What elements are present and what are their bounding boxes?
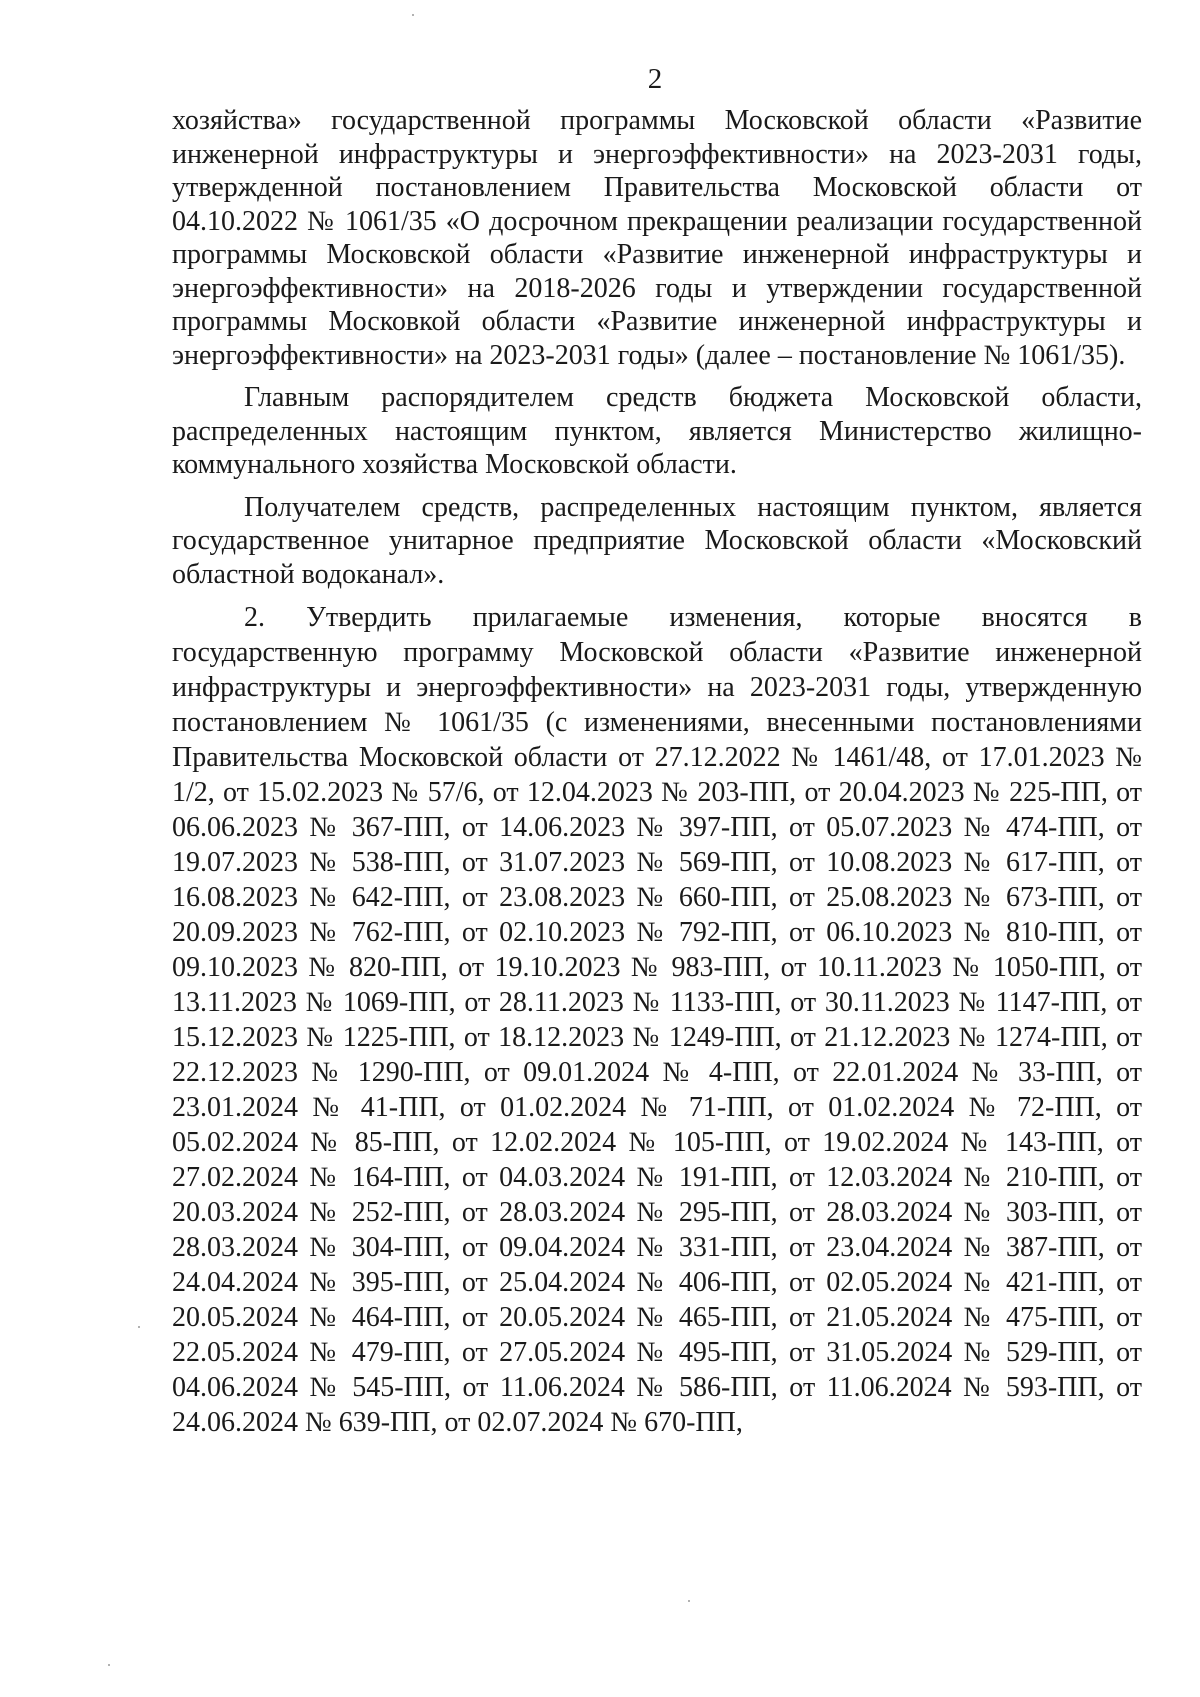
scan-speck [108,1664,110,1666]
scan-speck [412,14,414,16]
scan-speck [138,1326,140,1328]
page-number: 2 [647,63,663,95]
document-body [172,104,1142,1440]
paragraph-continuation: хозяйства» государственной программы Московской области «Развитие инженерной инфраструктуры и энергоэффективности» на 2023-2031 годы, утвержденной постановлением Правительства Московской области от 04.10.2022 № 1061/35 «О досрочном прекращении реализации государственной программы Московской области «Развитие инженерной инфраструктуры и энергоэффективности» на 2018-2026 годы и утверждении государственной программы Московкой области «Развитие инженерной инфраструктуры и энергоэффективности» на 2023-2031 годы» (далее – постановление № 1061/35). [172,105,1142,371]
paragraph-funds-recipient: Получателем средств, распределенных настоящим пунктом, является государственное унитарное предприятие Московской области «Московский областной водоканал». [172,491,1142,590]
paragraph-approve-changes: 2. Утвердить прилагаемые изменения, которые вносятся в государственную программу Московской области «Развитие инженерной инфраструктуры и энергоэффективности» на 2023-2031 годы, утвержденную постановлением № 1061/35 (с изменениями, внесенными постановлениями Правительства Московской области от 27.12.2022 № 1461/48, от 17.01.2023 № 1/2, от 15.02.2023 № 57/6, от 12.04.2023 № 203-ПП, от 20.04.2023 № 225-ПП, от 06.06.2023 № 367-ПП, от 14.06.2023 № 397-ПП, от 05.07.2023 № 474-ПП, от 19.07.2023 № 538-ПП, от 31.07.2023 № 569-ПП, от 10.08.2023 № 617-ПП, от 16.08.2023 № 642-ПП, от 23.08.2023 № 660-ПП, от 25.08.2023 № 673-ПП, от 20.09.2023 № 762-ПП, от 02.10.2023 № 792-ПП, от 06.10.2023 № 810-ПП, от 09.10.2023 № 820-ПП, от 19.10.2023 № 983-ПП, от 10.11.2023 № 1050-ПП, от 13.11.2023 № 1069-ПП, от 28.11.2023 № 1133-ПП, от 30.11.2023 № 1147-ПП, от 15.12.2023 № 1225-ПП, от 18.12.2023 № 1249-ПП, от 21.12.2023 № 1274-ПП, от 22.12.2023 № 1290-ПП, от 09.01.2024 № 4-ПП, от 22.01.2024 № 33-ПП, от 23.01.2024 № 41-ПП, от 01.02.2024 № 71-ПП, от 01.02.2024 № 72-ПП, от 05.02.2024 № 85-ПП, от 12.02.2024 № 105-ПП, от 19.02.2024 № 143-ПП, от 27.02.2024 № 164-ПП, от 04.03.2024 № 191-ПП, от 12.03.2024 № 210-ПП, от 20.03.2024 № 252-ПП, от 28.03.2024 № 295-ПП, от 28.03.2024 № 303-ПП, от 28.03.2024 № 304-ПП, от 09.04.2024 № 331-ПП, от 23.04.2024 № 387-ПП, от 24.04.2024 № 395-ПП, от 25.04.2024 № 406-ПП, от 02.05.2024 № 421-ПП, от 20.05.2024 № 464-ПП, от 20.05.2024 № 465-ПП, от 21.05.2024 № 475-ПП, от 22.05.2024 № 479-ПП, от 27.05.2024 № 495-ПП, от 31.05.2024 № 529-ПП, от 04.06.2024 № 545-ПП, от 11.06.2024 № 586-ПП, от 11.06.2024 № 593-ПП, от 24.06.2024 № 639-ПП, от 02.07.2024 № 670-ПП, [172,602,1142,1438]
scan-speck [688,1600,690,1602]
paragraph-chief-administrator: Главным распорядителем средств бюджета Московской области, распределенных настоящим пунктом, является Министерство жилищно-коммунального хозяйства Московской области. [172,382,1142,480]
